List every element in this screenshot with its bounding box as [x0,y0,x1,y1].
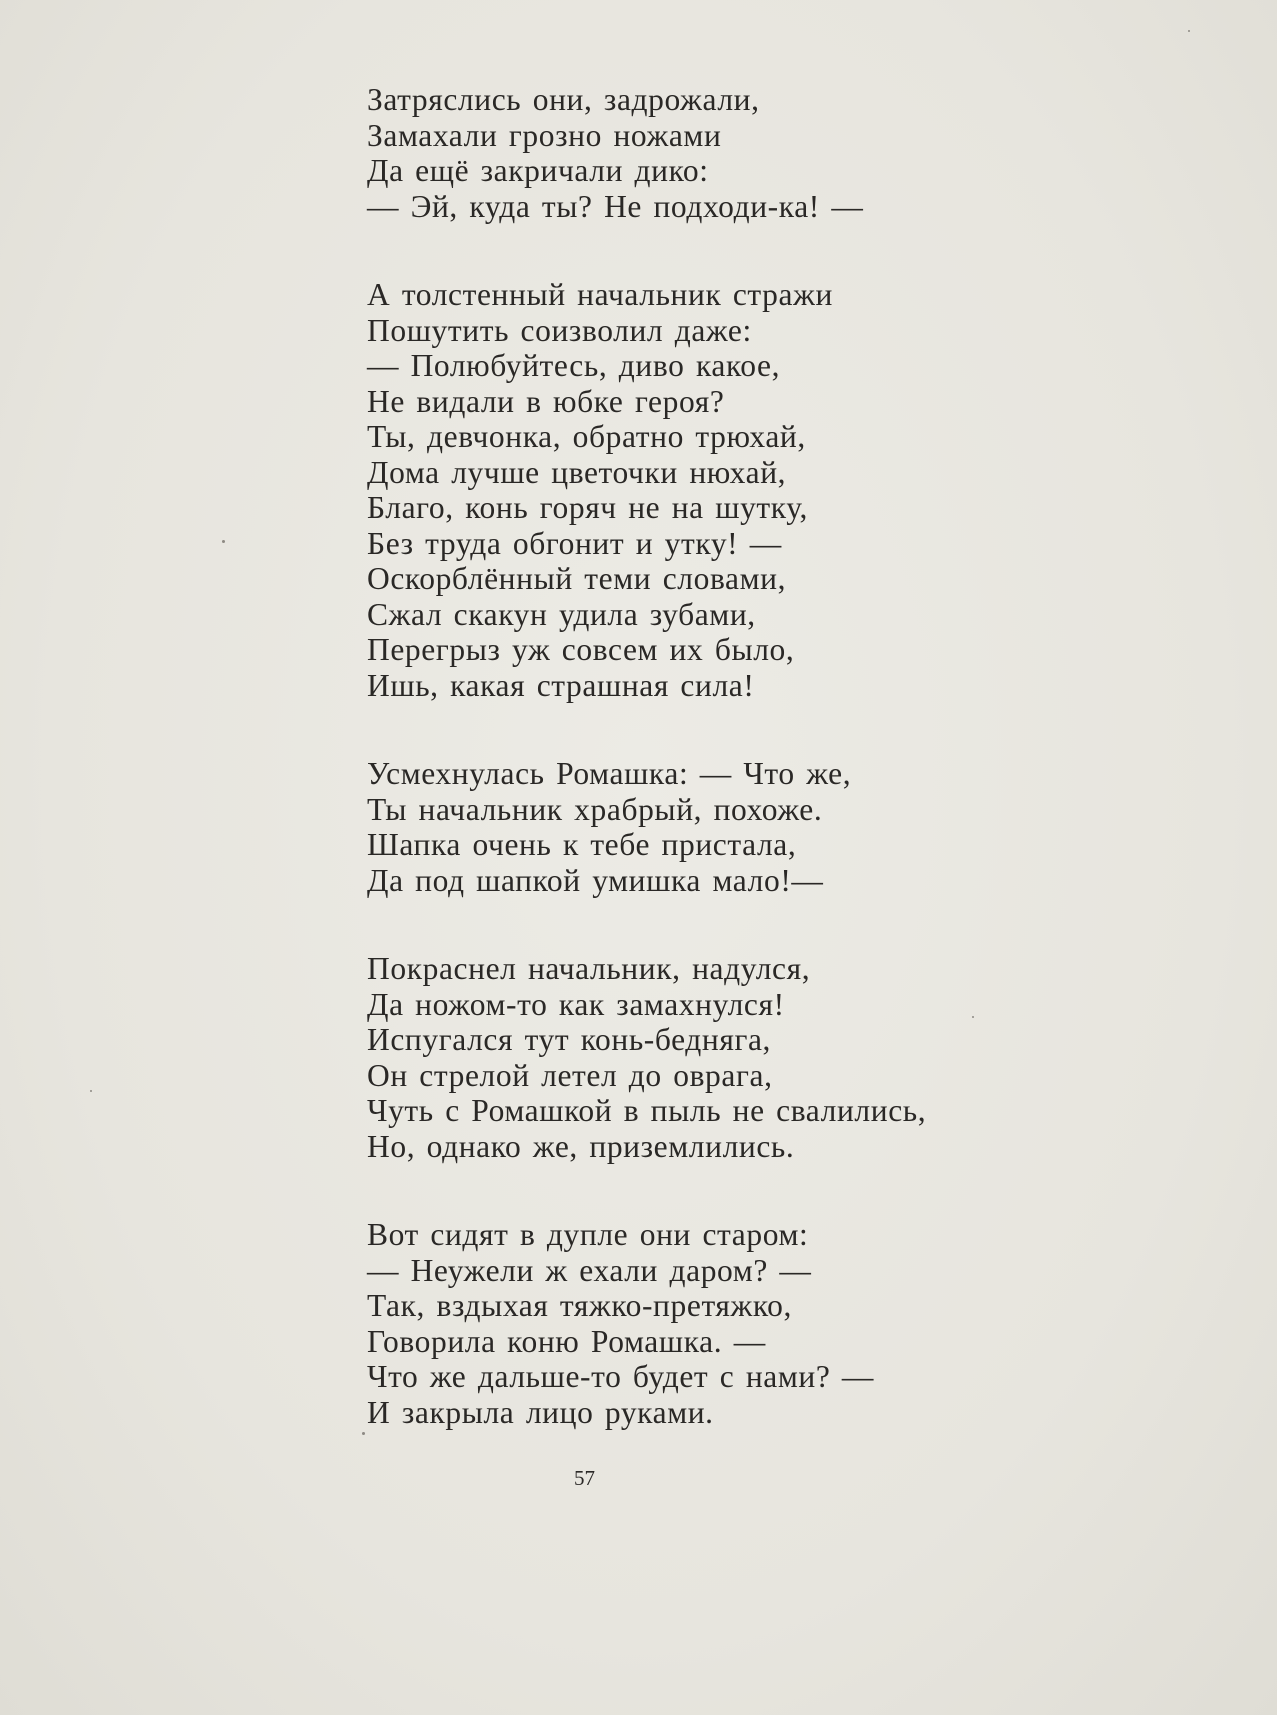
poem-line: Да под шапкой умишка мало!— [367,862,824,898]
poem-line: Ты, девчонка, обратно трюхай, [367,419,806,454]
paper-speck [972,1016,974,1018]
poem-line: Усмехнулась Ромашка: — Что же, [367,756,852,791]
poem-line: — Эй, куда ты? Не подходи-ка! — [367,188,864,224]
poem-line: Без труда обгонит и утку! — [367,525,782,561]
paper-speck [222,540,225,543]
page-number: 57 [574,1466,595,1490]
poem-text [367,82,1027,1430]
poem-line: Он стрелой летел до оврага, [367,1057,773,1093]
poem-line: Да ещё закричали дико: [367,153,709,188]
stanza-1 [367,82,1027,224]
poem-line: — Полюбуйтесь, диво какое, [367,348,781,383]
stanza-5 [367,1217,1027,1430]
poem-line: Замахали грозно ножами [367,117,722,153]
poem-line: Перегрыз уж совсем их было, [367,632,795,667]
poem-line: Вот сидят в дупле они старом: [367,1217,809,1252]
poem-line: Оскорблённый теми словами, [367,561,787,596]
poem-line: Благо, конь горяч не на шутку, [367,490,808,525]
poem-line: — Неужели ж ехали даром? — [367,1252,812,1288]
paper-speck [90,1090,92,1092]
poem-line: А толстенный начальник стражи [367,277,833,312]
poem-line: Так, вздыхая тяжко-претяжко, [367,1288,792,1323]
stanza-4 [367,951,1027,1164]
poem-line: Сжал скакун удила зубами, [367,596,756,632]
stanza-2 [367,277,1027,703]
poem-line: Покраснел начальник, надулся, [367,951,811,986]
poem-line: Но, однако же, приземлились. [367,1128,795,1164]
stanza-3 [367,756,1027,898]
poem-line: Шапка очень к тебе пристала, [367,827,797,862]
poem-line: Говорила коню Ромашка. — [367,1323,766,1359]
poem-line: Дома лучше цветочки нюхай, [367,454,787,490]
poem-line: Не видали в юбке героя? [367,383,725,419]
poem-line: Чуть с Ромашкой в пыль не свалились, [367,1093,927,1128]
paper-speck [1188,30,1190,32]
poem-line: Да ножом-то как замахнулся! [367,986,785,1022]
poem-line: Пошутить соизволил даже: [367,312,752,348]
poem-line: Затряслись они, задрожали, [367,82,760,117]
poem-line: Испугался тут конь-бедняга, [367,1022,772,1057]
poem-line: Ишь, какая страшная сила! [367,667,755,703]
poem-line: Ты начальник храбрый, похоже. [367,791,823,827]
poem-line: И закрыла лицо руками. [367,1394,714,1430]
poem-line: Что же дальше-то будет с нами? — [367,1359,875,1394]
paper-speck [362,1432,365,1435]
